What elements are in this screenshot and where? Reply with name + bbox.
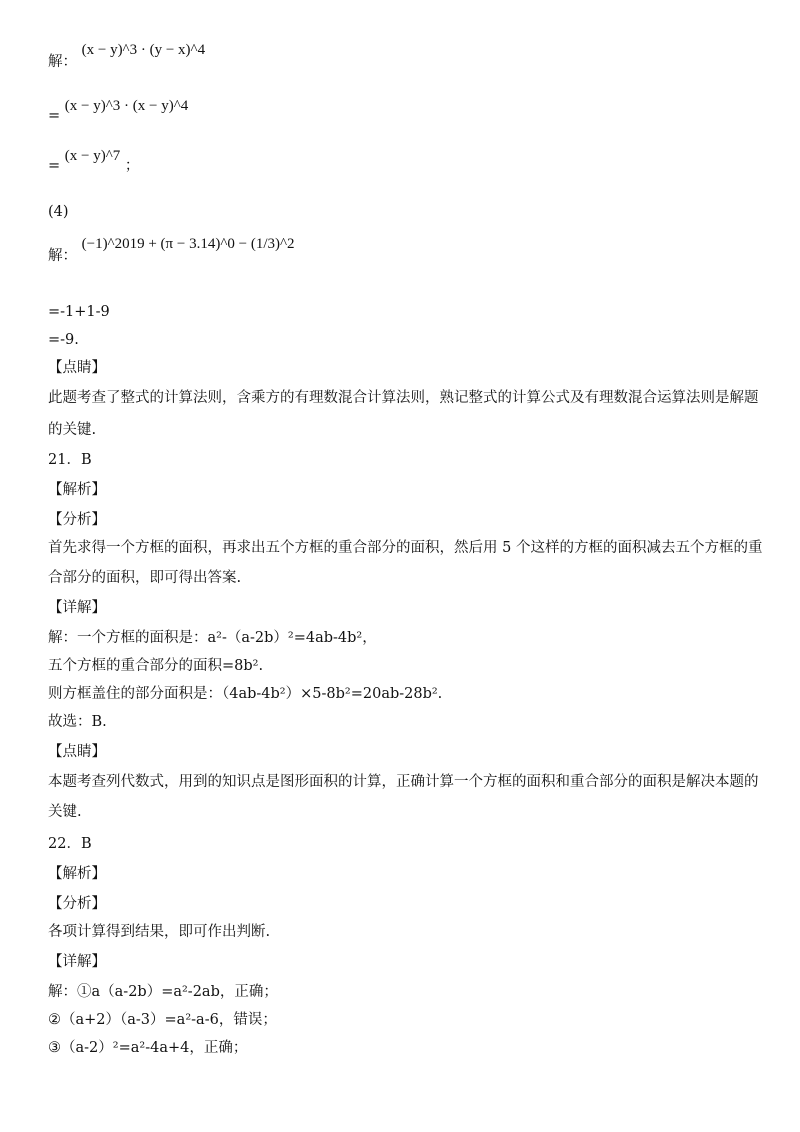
detail-22-line-1: 解：①a（a-2b）=a²-2ab，正确； — [48, 984, 278, 1000]
solution-label: 解： — [48, 248, 77, 264]
paragraph-fenxi-21a: 首先求得一个方框的面积，再求出五个方框的重合部分的面积，然后用 5 个这样的方框的面积减去五个方框的重 — [48, 540, 763, 556]
paragraph-dianjing-2a: 本题考查列代数式，用到的知识点是图形面积的计算，正确计算一个方框的面积和重合部分的面积是解决本题的 — [48, 774, 759, 790]
section-heading-dianjing-2: 【点睛】 — [48, 744, 106, 760]
section-heading-fenxi-22: 【分析】 — [48, 896, 106, 912]
paragraph-dianjing-1a: 此题考查了整式的计算法则，含乘方的有理数混合计算法则，熟记整式的计算公式及有理数混合运算法则是解题 — [48, 390, 759, 406]
detail-21-line-4: 故选：B. — [48, 714, 107, 730]
solution-line-1 — [48, 42, 206, 72]
math-expression-3: (x − y)^7 — [64, 148, 121, 164]
question-22-answer: 22．B — [48, 836, 92, 852]
section-heading-fenxi-21: 【分析】 — [48, 512, 106, 528]
solution-line-2 — [48, 98, 189, 126]
solution-label: 解： — [48, 54, 77, 70]
detail-21-line-1: 解：一个方框的面积是：a²-（a-2b）²=4ab-4b²， — [48, 630, 377, 646]
detail-22-line-3: ③（a-2）²=a²-4a+4，正确； — [48, 1040, 248, 1056]
calc-line-2: =-9. — [48, 332, 79, 348]
paragraph-fenxi-22: 各项计算得到结果，即可作出判断. — [48, 924, 271, 940]
section-heading-jiexi-21: 【解析】 — [48, 482, 106, 498]
solution-line-4 — [48, 236, 295, 266]
section-heading-dianjing-1: 【点睛】 — [48, 360, 106, 376]
calc-line-1: =-1+1-9 — [48, 304, 110, 320]
section-heading-jiexi-22: 【解析】 — [48, 866, 106, 882]
semicolon: ； — [124, 158, 140, 174]
detail-21-line-2: 五个方框的重合部分的面积=8b². — [48, 658, 264, 674]
detail-21-line-3: 则方框盖住的部分面积是：（4ab-4b²）×5-8b²=20ab-28b². — [48, 686, 443, 702]
math-expression-1: (x − y)^3 · (y − x)^4 — [81, 42, 206, 58]
question-21-answer: 21．B — [48, 452, 92, 468]
math-expression-2: (x − y)^3 · (x − y)^4 — [64, 98, 189, 114]
part-number: (4) — [48, 204, 69, 220]
equals-sign: = — [48, 108, 61, 124]
section-heading-xiangjie-21: 【详解】 — [48, 600, 106, 616]
paragraph-dianjing-1b: 的关键. — [48, 422, 97, 438]
equals-sign: = — [48, 158, 61, 174]
paragraph-fenxi-21b: 合部分的面积，即可得出答案. — [48, 570, 242, 586]
math-expression-4: (−1)^2019 + (π − 3.14)^0 − (1/3)^2 — [81, 236, 295, 252]
detail-22-line-2: ②（a+2）（a-3）=a²-a-6，错误； — [48, 1012, 277, 1028]
section-heading-xiangjie-22: 【详解】 — [48, 954, 106, 970]
solution-line-3 — [48, 148, 140, 176]
paragraph-dianjing-2b: 关键. — [48, 804, 82, 820]
